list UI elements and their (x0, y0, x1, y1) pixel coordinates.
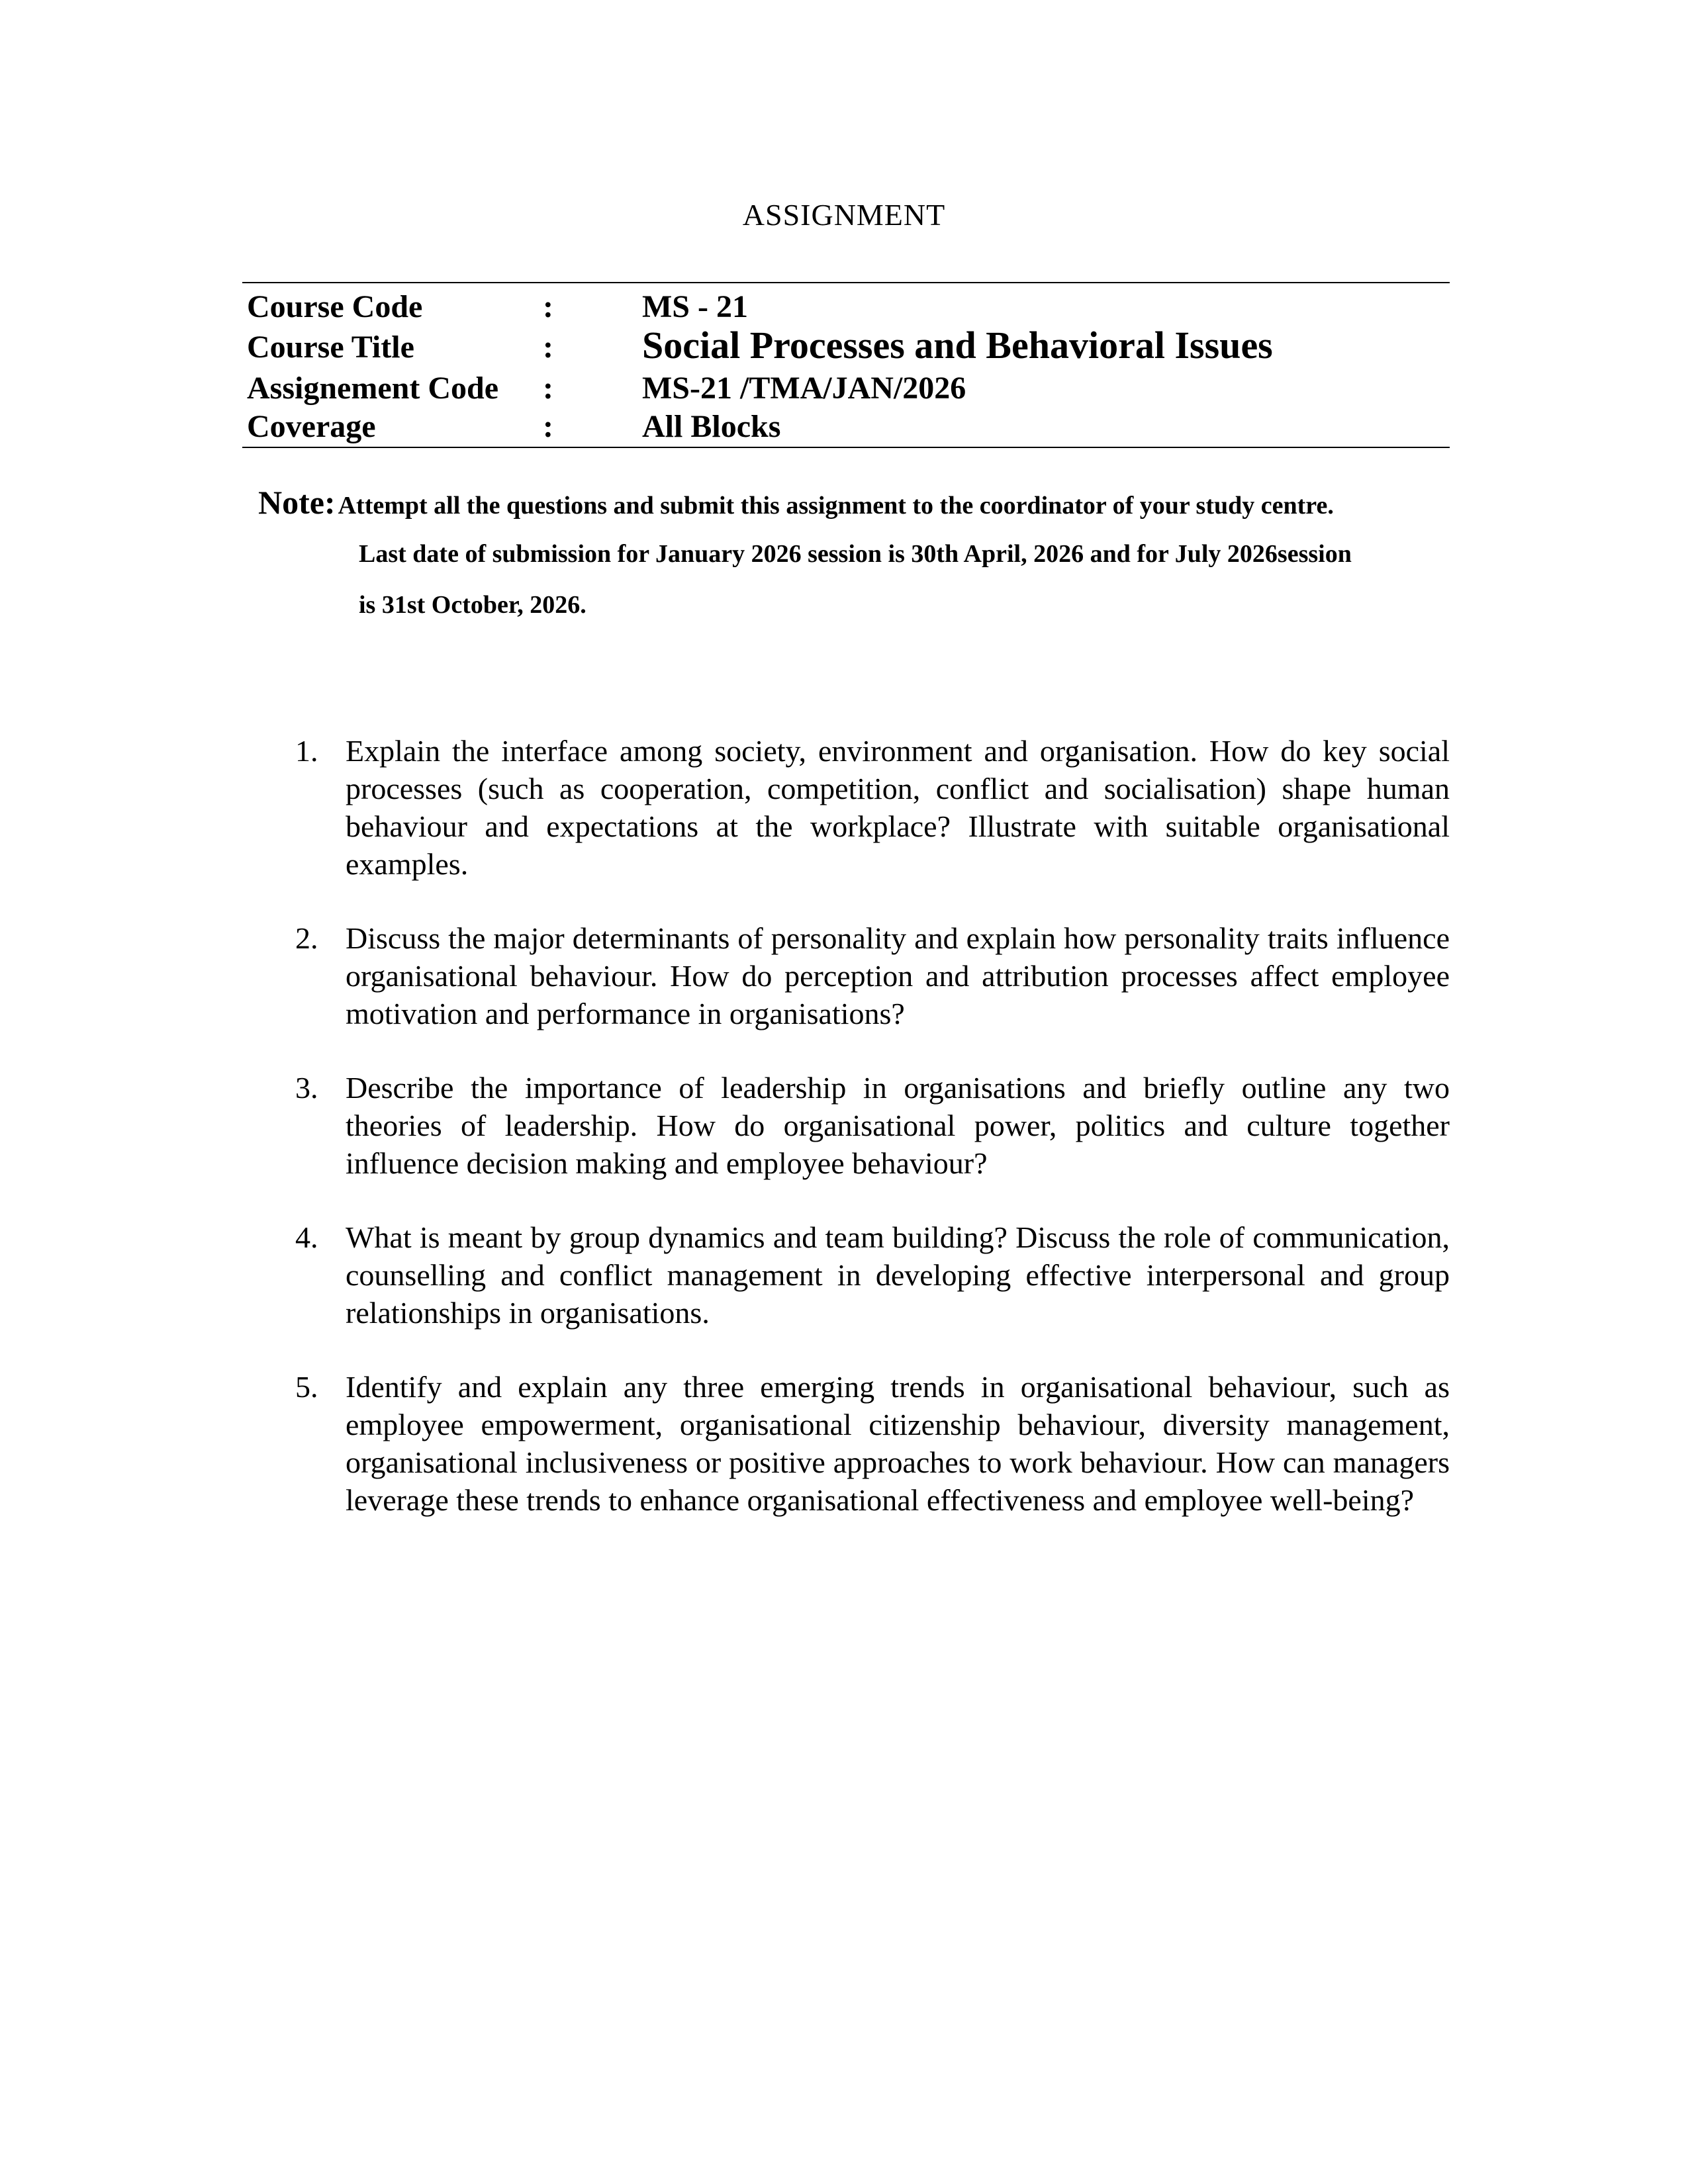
course-code-row (247, 287, 1438, 327)
question-item (278, 919, 1450, 1032)
separator: : (543, 330, 553, 365)
separator: : (543, 409, 553, 444)
assignment-code-label: Assignement Code (247, 371, 498, 406)
assignment-code-value: MS-21 /TMA/JAN/2026 (642, 371, 966, 406)
question-item (278, 1218, 1450, 1332)
question-item (278, 1368, 1450, 1519)
separator: : (543, 371, 553, 406)
note-line-3: is 31st October, 2026. (359, 591, 586, 619)
course-title-row (247, 324, 1438, 367)
course-code-value: MS - 21 (642, 289, 748, 324)
question-text: Discuss the major determinants of personality and explain how personality traits influence organisational behaviour. How do perception and attribution processes affect employee motivation and performance in organisations? (346, 921, 1450, 1030)
note-label: Note: (258, 484, 336, 521)
note-text: Attempt all the questions and submit this assignment to the coordinator of your study centre. (338, 492, 1334, 520)
question-number: 1. (295, 734, 318, 768)
note-line-1 (258, 483, 1450, 522)
page-title: ASSIGNMENT (742, 198, 946, 232)
question-number: 4. (295, 1220, 318, 1254)
question-number: 5. (295, 1370, 318, 1404)
coverage-row (247, 407, 1438, 447)
question-item (278, 732, 1450, 883)
question-text: Describe the importance of leadership in organisations and briefly outline any two theories of leadership. How do organisational power, politics and culture together influence decision making and employee behaviour? (346, 1071, 1450, 1180)
course-code-label: Course Code (247, 289, 423, 324)
question-text: Explain the interface among society, environment and organisation. How do key social processes (such as cooperation, competition, conflict and socialisation) shape human behaviour and expectations at the workplace? Illustrate with suitable organisational examples. (346, 734, 1450, 881)
assignment-code-row (247, 369, 1438, 408)
top-divider (242, 282, 1450, 283)
coverage-value: All Blocks (642, 409, 781, 444)
question-number: 2. (295, 921, 318, 955)
separator: : (543, 289, 553, 324)
question-text: What is meant by group dynamics and team building? Discuss the role of communication, counselling and conflict management in developing effective interpersonal and group relationships in organisations. (346, 1220, 1450, 1330)
bottom-divider (242, 447, 1450, 448)
course-title-label: Course Title (247, 330, 414, 365)
question-text: Identify and explain any three emerging trends in organisational behaviour, such as employee empowerment, organisational citizenship behaviour, diversity management, organisational inclusiveness or positive approaches to work behaviour. How can managers leverage these trends to enhance organisational effectiveness and employee well-being? (346, 1370, 1450, 1517)
question-list (278, 732, 1450, 1555)
note-line-2: Last date of submission for January 2026 session is 30th April, 2026 and for July 2026session (359, 540, 1352, 568)
coverage-label: Coverage (247, 409, 376, 444)
question-number: 3. (295, 1071, 318, 1105)
course-title-value: Social Processes and Behavioral Issues (642, 324, 1273, 367)
question-item (278, 1069, 1450, 1182)
